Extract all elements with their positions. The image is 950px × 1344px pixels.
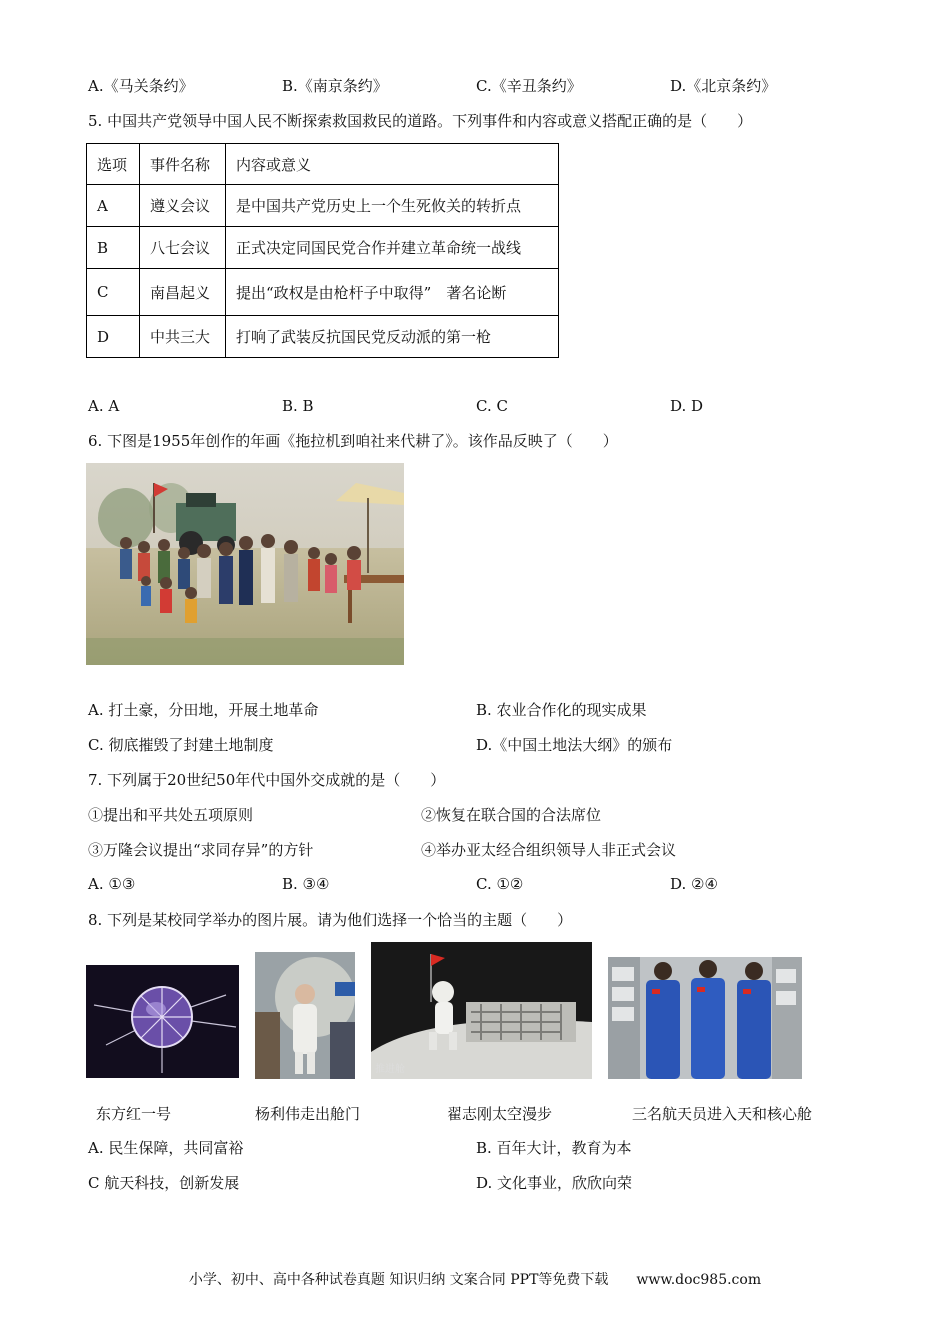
q5-stem: 5. 中国共产党领导中国人民不断探索救国救民的道路。下列事件和内容或意义搭配正确的是（ ） <box>88 112 753 130</box>
photo-overlay-text: 推进舱 <box>375 1064 405 1075</box>
q5-option-c: C. C <box>476 397 508 415</box>
q6-option-a: A. 打土豪，分田地，开展土地革命 <box>88 701 319 719</box>
q7-option-b: B. ③④ <box>282 875 330 893</box>
q5-option-b: B. B <box>282 397 314 415</box>
q7-item-3: ③万隆会议提出“求同存异”的方针 <box>88 841 314 859</box>
q5-option-d: D. D <box>670 397 704 415</box>
tractor-painting-image <box>86 463 404 665</box>
satellite-photo <box>86 965 239 1078</box>
table-cell: 提出“政权是由枪杆子中取得” 著名论断 <box>226 269 559 316</box>
q8-option-d: D. 文化事业，欣欣向荣 <box>476 1174 633 1192</box>
table-cell: 正式决定同国民党合作并建立革命统一战线 <box>226 227 559 269</box>
q5-table <box>86 143 559 358</box>
q8-option-b: B. 百年大计，教育为本 <box>476 1139 632 1157</box>
q8-option-a: A. 民生保障，共同富裕 <box>88 1139 244 1157</box>
yang-liwei-photo <box>255 952 355 1079</box>
q7-option-c: C. ①② <box>476 875 524 893</box>
q8-option-c: C 航天科技，创新发展 <box>88 1174 240 1192</box>
q7-option-d: D. ②④ <box>670 875 718 893</box>
table-cell: 八七会议 <box>140 227 226 269</box>
q6-option-c: C. 彻底摧毁了封建土地制度 <box>88 736 274 754</box>
q7-item-1: ①提出和平共处五项原则 <box>88 806 254 824</box>
q4-option-b: B.《南京条约》 <box>282 77 388 95</box>
table-row <box>87 316 559 358</box>
spacewalk-photo <box>371 942 592 1079</box>
q7-item-2: ②恢复在联合国的合法席位 <box>421 806 602 824</box>
table-cell: A <box>87 185 140 227</box>
caption-4: 三名航天员进入天和核心舱 <box>632 1105 813 1123</box>
q5-option-a: A. A <box>88 397 120 415</box>
table-row <box>87 185 559 227</box>
table-cell: 遵义会议 <box>140 185 226 227</box>
q8-stem: 8. 下列是某校同学举办的图片展。请为他们选择一个恰当的主题（ ） <box>88 911 573 929</box>
q4-option-c: C.《辛丑条约》 <box>476 77 582 95</box>
table-header-cell: 选项 <box>87 144 140 185</box>
astronauts-photo <box>608 957 802 1079</box>
table-header-cell: 事件名称 <box>140 144 226 185</box>
q4-option-a: A.《马关条约》 <box>88 77 194 95</box>
table-cell: B <box>87 227 140 269</box>
q6-stem: 6. 下图是1955年创作的年画《拖拉机到咱社来代耕了》。该作品反映了（ ） <box>88 432 618 450</box>
q6-option-d: D.《中国土地法大纲》的颁布 <box>476 736 673 754</box>
caption-3: 翟志刚太空漫步 <box>447 1105 553 1123</box>
table-cell: C <box>87 269 140 316</box>
q7-stem: 7. 下列属于20世纪50年代中国外交成就的是（ ） <box>88 771 446 789</box>
table-cell: 中共三大 <box>140 316 226 358</box>
q4-option-d: D.《北京条约》 <box>670 77 777 95</box>
table-header-row <box>87 144 559 185</box>
caption-2: 杨利伟走出舱门 <box>255 1105 361 1123</box>
page-footer: 小学、初中、高中各种试卷真题 知识归纳 文案合同 PPT等免费下载 www.doc985.com <box>188 1272 762 1288</box>
table-cell: 是中国共产党历史上一个生死攸关的转折点 <box>226 185 559 227</box>
q7-item-4: ④举办亚太经合组织领导人非正式会议 <box>421 841 677 859</box>
table-header-cell: 内容或意义 <box>226 144 559 185</box>
table-cell: 南昌起义 <box>140 269 226 316</box>
table-cell: 打响了武装反抗国民党反动派的第一枪 <box>226 316 559 358</box>
caption-1: 东方红一号 <box>96 1105 172 1123</box>
table-row <box>87 269 559 316</box>
q6-option-b: B. 农业合作化的现实成果 <box>476 701 647 719</box>
table-cell: D <box>87 316 140 358</box>
q7-option-a: A. ①③ <box>88 875 136 893</box>
table-row <box>87 227 559 269</box>
